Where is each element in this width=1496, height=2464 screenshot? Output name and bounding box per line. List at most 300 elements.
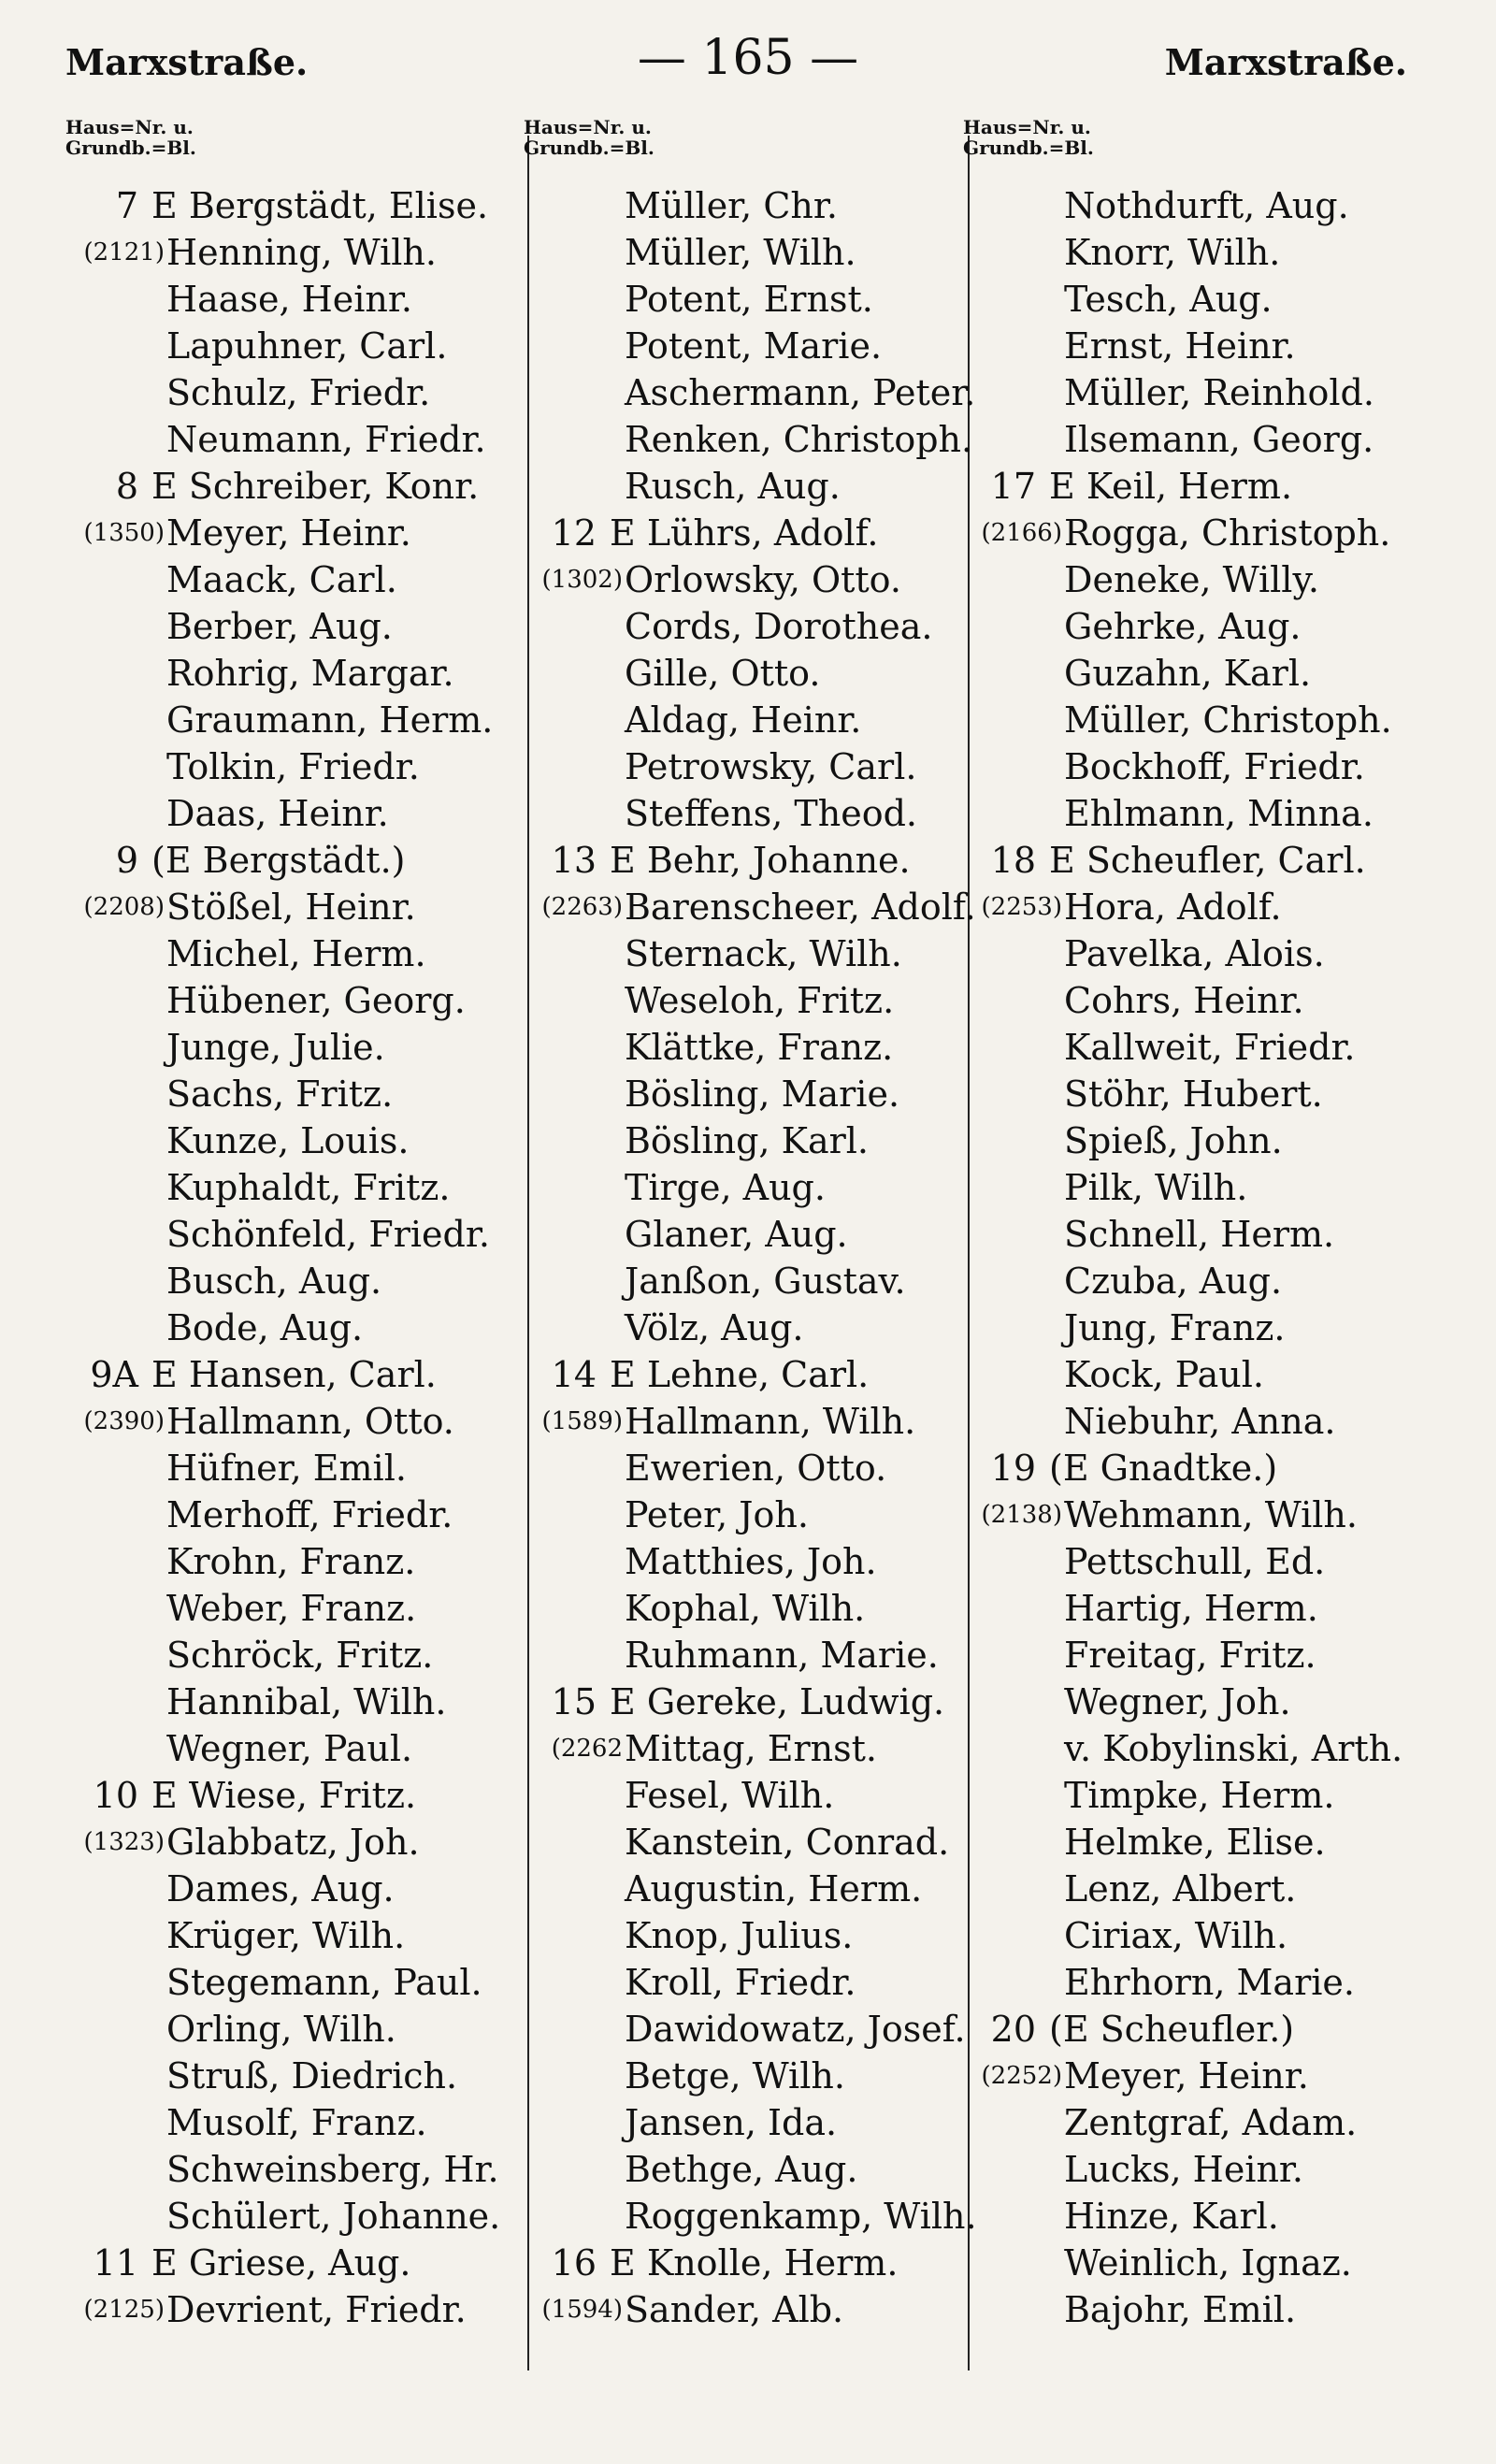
resident-name: Guzahn, Karl. bbox=[1064, 653, 1312, 694]
directory-entry bbox=[963, 1117, 1431, 1164]
resident-name: Sander, Alb. bbox=[625, 2289, 844, 2330]
column-header: Haus=Nr. u. Grundb.=Bl. bbox=[65, 116, 196, 159]
resident-name: Kallweit, Friedr. bbox=[1064, 1027, 1356, 1068]
directory-entry bbox=[65, 1258, 519, 1304]
directory-entry bbox=[524, 182, 982, 229]
directory-entry bbox=[963, 650, 1431, 697]
house-number: 12 bbox=[551, 512, 597, 554]
resident-name: E Behr, Johanne. bbox=[610, 840, 911, 881]
resident-name: Gehrke, Aug. bbox=[1064, 606, 1302, 647]
resident-name: Petrowsky, Carl. bbox=[625, 746, 917, 787]
running-head-right: Marxstraße. bbox=[1164, 41, 1407, 83]
resident-name: Müller, Wilh. bbox=[625, 232, 856, 273]
resident-name: Bösling, Marie. bbox=[625, 1073, 900, 1115]
resident-name: Neumann, Friedr. bbox=[166, 419, 486, 460]
resident-name: Weinlich, Ignaz. bbox=[1064, 2242, 1352, 2284]
resident-name: E Knolle, Herm. bbox=[610, 2242, 899, 2284]
directory-entry bbox=[524, 977, 982, 1024]
resident-name: Henning, Wilh. bbox=[166, 232, 437, 273]
directory-entry bbox=[963, 2006, 1431, 2053]
directory-entry bbox=[65, 229, 519, 276]
resident-name: Schönfeld, Friedr. bbox=[166, 1214, 490, 1255]
resident-name: Cohrs, Heinr. bbox=[1064, 980, 1304, 1021]
resident-name: Hinze, Karl. bbox=[1064, 2196, 1279, 2237]
directory-entry bbox=[65, 369, 519, 416]
directory-entry bbox=[963, 1351, 1431, 1398]
directory-entry bbox=[524, 1164, 982, 1211]
house-number: 11 bbox=[93, 2242, 138, 2284]
directory-entry bbox=[963, 1632, 1431, 1679]
resident-name: Musolf, Franz. bbox=[166, 2102, 427, 2143]
directory-entry bbox=[524, 930, 982, 977]
directory-entry bbox=[524, 1117, 982, 1164]
directory-entry bbox=[65, 416, 519, 463]
resident-name: Bethge, Aug. bbox=[625, 2149, 858, 2190]
directory-entry bbox=[524, 884, 982, 930]
directory-entry bbox=[963, 182, 1431, 229]
directory-entry bbox=[524, 1445, 982, 1491]
directory-entry bbox=[524, 369, 982, 416]
directory-entry bbox=[524, 276, 982, 323]
resident-name: Pettschull, Ed. bbox=[1064, 1541, 1326, 1582]
resident-name: Sachs, Fritz. bbox=[166, 1073, 394, 1115]
directory-entry bbox=[963, 1679, 1431, 1725]
resident-name: Ilsemann, Georg. bbox=[1064, 419, 1374, 460]
directory-entry bbox=[65, 2193, 519, 2240]
resident-name: Junge, Julie. bbox=[166, 1027, 385, 1068]
directory-entry bbox=[524, 1398, 982, 1445]
resident-name: Kuphaldt, Fritz. bbox=[166, 1167, 451, 1208]
resident-name: Freitag, Fritz. bbox=[1064, 1635, 1316, 1676]
land-register-number: (2390) bbox=[83, 1407, 165, 1435]
directory-entry bbox=[524, 650, 982, 697]
resident-name: Sternack, Wilh. bbox=[625, 933, 902, 974]
directory-entry bbox=[65, 1445, 519, 1491]
resident-name: Nothdurft, Aug. bbox=[1064, 185, 1349, 226]
column-header: Haus=Nr. u. Grundb.=Bl. bbox=[963, 116, 1094, 159]
directory-entry bbox=[65, 1538, 519, 1585]
resident-name: Meyer, Heinr. bbox=[166, 512, 411, 554]
house-number: 19 bbox=[990, 1448, 1036, 1489]
directory-entry bbox=[524, 2006, 982, 2053]
directory-entry bbox=[524, 1491, 982, 1538]
directory-entry bbox=[65, 2286, 519, 2333]
directory-entry bbox=[524, 1585, 982, 1632]
directory-entry bbox=[963, 1445, 1431, 1491]
directory-entry bbox=[65, 837, 519, 884]
directory-entry bbox=[524, 2146, 982, 2193]
land-register-number: (2252) bbox=[981, 2062, 1062, 2090]
directory-entry bbox=[65, 697, 519, 743]
resident-name: Kock, Paul. bbox=[1064, 1354, 1264, 1395]
resident-name: E Scheufler, Carl. bbox=[1049, 840, 1366, 881]
directory-entry bbox=[524, 1351, 982, 1398]
resident-name: Ehrhorn, Marie. bbox=[1064, 1962, 1355, 2003]
resident-name: Wegner, Paul. bbox=[166, 1728, 413, 1769]
resident-name: Müller, Chr. bbox=[625, 185, 838, 226]
resident-name: Lucks, Heinr. bbox=[1064, 2149, 1303, 2190]
land-register-number: (2263) bbox=[541, 893, 623, 921]
directory-entry bbox=[524, 1959, 982, 2006]
directory-entry bbox=[65, 1304, 519, 1351]
directory-entry bbox=[65, 276, 519, 323]
resident-name: Wegner, Joh. bbox=[1064, 1681, 1291, 1722]
resident-name: Rusch, Aug. bbox=[625, 466, 841, 507]
directory-entry bbox=[65, 510, 519, 556]
resident-name: Betge, Wilh. bbox=[625, 2055, 845, 2097]
resident-name: Kroll, Friedr. bbox=[625, 1962, 856, 2003]
resident-name: Schülert, Johanne. bbox=[166, 2196, 501, 2237]
resident-name: Müller, Reinhold. bbox=[1064, 372, 1374, 413]
resident-name: Dawidowatz, Josef. bbox=[625, 2009, 966, 2050]
resident-name: Orling, Wilh. bbox=[166, 2009, 396, 2050]
resident-name: E Wiese, Fritz. bbox=[151, 1775, 417, 1816]
house-number: 20 bbox=[990, 2009, 1036, 2050]
resident-name: Ehlmann, Minna. bbox=[1064, 793, 1374, 834]
resident-name: Spieß, John. bbox=[1064, 1120, 1283, 1161]
resident-name: Tirge, Aug. bbox=[625, 1167, 826, 1208]
directory-entry bbox=[963, 930, 1431, 977]
resident-name: Hüfner, Emil. bbox=[166, 1448, 407, 1489]
directory-entry bbox=[524, 1304, 982, 1351]
resident-name: Aldag, Heinr. bbox=[625, 699, 862, 741]
directory-entry bbox=[65, 650, 519, 697]
resident-name: Ernst, Heinr. bbox=[1064, 325, 1296, 367]
land-register-number: (1589) bbox=[541, 1407, 623, 1435]
resident-name: Ewerien, Otto. bbox=[625, 1448, 887, 1489]
directory-entry bbox=[524, 556, 982, 603]
directory-entry bbox=[65, 1632, 519, 1679]
directory-entry bbox=[524, 1632, 982, 1679]
resident-name: Hora, Adolf. bbox=[1064, 886, 1282, 928]
directory-entry bbox=[65, 603, 519, 650]
directory-entry bbox=[524, 2053, 982, 2099]
resident-name: Meyer, Heinr. bbox=[1064, 2055, 1309, 2097]
directory-entry bbox=[963, 2240, 1431, 2286]
directory-entry bbox=[524, 229, 982, 276]
land-register-number: (1350) bbox=[83, 519, 165, 547]
directory-entry bbox=[65, 463, 519, 510]
directory-entry bbox=[963, 463, 1431, 510]
resident-name: Bockhoff, Friedr. bbox=[1064, 746, 1365, 787]
resident-name: (E Scheufler.) bbox=[1049, 2009, 1295, 2050]
directory-entry bbox=[963, 1304, 1431, 1351]
directory-entry bbox=[65, 1725, 519, 1772]
resident-name: Lenz, Albert. bbox=[1064, 1868, 1297, 1909]
resident-name: Knop, Julius. bbox=[625, 1915, 854, 1956]
resident-name: Krohn, Franz. bbox=[166, 1541, 416, 1582]
column-3 bbox=[963, 117, 1431, 2333]
resident-name: Völz, Aug. bbox=[625, 1307, 804, 1348]
column-2 bbox=[524, 117, 982, 2333]
directory-entry bbox=[65, 1959, 519, 2006]
directory-entry bbox=[963, 369, 1431, 416]
directory-entry bbox=[963, 1819, 1431, 1866]
directory-entry bbox=[524, 1912, 982, 1959]
resident-name: E Griese, Aug. bbox=[151, 2242, 411, 2284]
resident-name: Barenscheer, Adolf. bbox=[625, 886, 976, 928]
resident-name: Hallmann, Wilh. bbox=[625, 1401, 916, 1442]
directory-entry bbox=[65, 1772, 519, 1819]
directory-entry bbox=[963, 416, 1431, 463]
directory-entry bbox=[65, 1211, 519, 1258]
directory-entry bbox=[65, 1117, 519, 1164]
resident-name: Glabbatz, Joh. bbox=[166, 1822, 420, 1863]
directory-entry bbox=[524, 743, 982, 790]
land-register-number: (2166) bbox=[981, 519, 1062, 547]
land-register-number: (1594) bbox=[541, 2296, 623, 2324]
directory-entry bbox=[963, 1538, 1431, 1585]
directory-entry bbox=[524, 1538, 982, 1585]
house-number: 10 bbox=[93, 1775, 138, 1816]
resident-name: Helmke, Elise. bbox=[1064, 1822, 1326, 1863]
directory-entry bbox=[524, 1772, 982, 1819]
directory-entry bbox=[963, 1585, 1431, 1632]
resident-name: Kunze, Louis. bbox=[166, 1120, 410, 1161]
resident-name: Zentgraf, Adam. bbox=[1064, 2102, 1358, 2143]
resident-name: Haase, Heinr. bbox=[166, 279, 412, 320]
resident-name: Weber, Franz. bbox=[166, 1588, 417, 1629]
land-register-number: (1302) bbox=[541, 566, 623, 594]
directory-entry bbox=[963, 1772, 1431, 1819]
resident-name: Potent, Marie. bbox=[625, 325, 883, 367]
resident-name: Matthies, Joh. bbox=[625, 1541, 877, 1582]
column-1 bbox=[65, 117, 519, 2333]
directory-entry bbox=[524, 1258, 982, 1304]
resident-name: Dames, Aug. bbox=[166, 1868, 395, 1909]
resident-name: v. Kobylinski, Arth. bbox=[1064, 1728, 1403, 1769]
resident-name: Ruhmann, Marie. bbox=[625, 1635, 939, 1676]
directory-entry bbox=[65, 1866, 519, 1912]
resident-name: E Lehne, Carl. bbox=[610, 1354, 870, 1395]
resident-name: Hannibal, Wilh. bbox=[166, 1681, 447, 1722]
resident-name: Schulz, Friedr. bbox=[166, 372, 431, 413]
resident-name: Pilk, Wilh. bbox=[1064, 1167, 1248, 1208]
resident-name: Tolkin, Friedr. bbox=[166, 746, 420, 787]
house-number: 13 bbox=[551, 840, 597, 881]
resident-name: E Lührs, Adolf. bbox=[610, 512, 879, 554]
land-register-number: (2138) bbox=[981, 1501, 1062, 1529]
resident-name: Gille, Otto. bbox=[625, 653, 821, 694]
resident-name: Mittag, Ernst. bbox=[625, 1728, 877, 1769]
directory-entry bbox=[963, 2053, 1431, 2099]
resident-name: Schweinsberg, Hr. bbox=[166, 2149, 499, 2190]
resident-name: Schröck, Fritz. bbox=[166, 1635, 434, 1676]
directory-entry bbox=[963, 837, 1431, 884]
resident-name: Orlowsky, Otto. bbox=[625, 559, 901, 600]
resident-name: Krüger, Wilh. bbox=[166, 1915, 406, 1956]
directory-entry bbox=[65, 930, 519, 977]
directory-entry bbox=[524, 837, 982, 884]
directory-entry bbox=[963, 2286, 1431, 2333]
directory-entry bbox=[65, 2240, 519, 2286]
resident-name: Müller, Christoph. bbox=[1064, 699, 1392, 741]
directory-entry bbox=[65, 1679, 519, 1725]
directory-entry bbox=[65, 790, 519, 837]
directory-entry bbox=[65, 2053, 519, 2099]
directory-entry bbox=[65, 884, 519, 930]
directory-entry bbox=[524, 416, 982, 463]
directory-entry bbox=[963, 2146, 1431, 2193]
resident-name: Michel, Herm. bbox=[166, 933, 426, 974]
directory-entry bbox=[65, 1024, 519, 1071]
resident-name: Busch, Aug. bbox=[166, 1261, 382, 1302]
resident-name: Timpke, Herm. bbox=[1064, 1775, 1335, 1816]
directory-entry bbox=[963, 790, 1431, 837]
directory-entry bbox=[65, 556, 519, 603]
directory-entry bbox=[963, 510, 1431, 556]
resident-name: Bode, Aug. bbox=[166, 1307, 364, 1348]
house-number: 14 bbox=[551, 1354, 597, 1395]
resident-name: E Schreiber, Konr. bbox=[151, 466, 480, 507]
resident-name: Pavelka, Alois. bbox=[1064, 933, 1325, 974]
directory-entry bbox=[963, 2193, 1431, 2240]
directory-entry bbox=[65, 2006, 519, 2053]
land-register-number: (2253) bbox=[981, 893, 1062, 921]
directory-entry bbox=[963, 1725, 1431, 1772]
directory-entry bbox=[524, 2193, 982, 2240]
directory-entry bbox=[65, 977, 519, 1024]
directory-entry bbox=[963, 1398, 1431, 1445]
directory-entry bbox=[65, 743, 519, 790]
resident-name: Augustin, Herm. bbox=[625, 1868, 923, 1909]
resident-name: Renken, Christoph. bbox=[625, 419, 973, 460]
resident-name: Klättke, Franz. bbox=[625, 1027, 894, 1068]
directory-entry bbox=[963, 1024, 1431, 1071]
directory-entry bbox=[524, 2099, 982, 2146]
house-number: 18 bbox=[990, 840, 1036, 881]
directory-entry bbox=[963, 1071, 1431, 1117]
land-register-number: (1323) bbox=[83, 1828, 165, 1856]
directory-entry bbox=[963, 1258, 1431, 1304]
house-number: 9 bbox=[115, 840, 138, 881]
directory-entry bbox=[963, 276, 1431, 323]
directory-entry bbox=[524, 1866, 982, 1912]
resident-name: Czuba, Aug. bbox=[1064, 1261, 1283, 1302]
directory-entry bbox=[963, 977, 1431, 1024]
resident-name: (E Bergstädt.) bbox=[151, 840, 406, 881]
resident-name: Lapuhner, Carl. bbox=[166, 325, 448, 367]
directory-entry bbox=[524, 463, 982, 510]
directory-entry bbox=[65, 182, 519, 229]
resident-name: Stöhr, Hubert. bbox=[1064, 1073, 1323, 1115]
resident-name: Merhoff, Friedr. bbox=[166, 1494, 453, 1535]
land-register-number: (2125) bbox=[83, 2296, 165, 2324]
resident-name: Daas, Heinr. bbox=[166, 793, 389, 834]
directory-entry bbox=[65, 1351, 519, 1398]
resident-name: Knorr, Wilh. bbox=[1064, 232, 1281, 273]
directory-entry bbox=[963, 884, 1431, 930]
directory-entry bbox=[65, 2099, 519, 2146]
resident-name: Roggenkamp, Wilh. bbox=[625, 2196, 977, 2237]
house-number: 7 bbox=[115, 185, 138, 226]
directory-entry bbox=[963, 1491, 1431, 1538]
directory-entry bbox=[524, 603, 982, 650]
resident-name: E Gereke, Ludwig. bbox=[610, 1681, 945, 1722]
resident-name: Janßon, Gustav. bbox=[625, 1261, 906, 1302]
directory-entry bbox=[524, 1679, 982, 1725]
directory-entry bbox=[524, 2240, 982, 2286]
resident-name: Deneke, Willy. bbox=[1064, 559, 1319, 600]
directory-entry bbox=[65, 1819, 519, 1866]
resident-name: Devrient, Friedr. bbox=[166, 2289, 467, 2330]
resident-name: Potent, Ernst. bbox=[625, 279, 873, 320]
directory-entry bbox=[963, 603, 1431, 650]
land-register-number: (2121) bbox=[83, 238, 165, 267]
directory-entry bbox=[963, 2099, 1431, 2146]
column-header: Haus=Nr. u. Grundb.=Bl. bbox=[524, 116, 654, 159]
resident-name: Aschermann, Peter. bbox=[625, 372, 976, 413]
resident-name: E Bergstädt, Elise. bbox=[151, 185, 489, 226]
resident-name: Jansen, Ida. bbox=[625, 2102, 838, 2143]
resident-name: Cords, Dorothea. bbox=[625, 606, 933, 647]
resident-name: Bösling, Karl. bbox=[625, 1120, 870, 1161]
resident-name: Schnell, Herm. bbox=[1064, 1214, 1335, 1255]
page-number: — 165 — bbox=[637, 30, 859, 86]
directory-entry bbox=[963, 1959, 1431, 2006]
directory-entry bbox=[524, 697, 982, 743]
resident-name: Hartig, Herm. bbox=[1064, 1588, 1318, 1629]
directory-entry bbox=[65, 1491, 519, 1538]
house-number: 15 bbox=[551, 1681, 597, 1722]
house-number: 17 bbox=[990, 466, 1036, 507]
house-number: 16 bbox=[551, 2242, 597, 2284]
resident-name: Glaner, Aug. bbox=[625, 1214, 848, 1255]
resident-name: Bajohr, Emil. bbox=[1064, 2289, 1297, 2330]
directory-entry bbox=[65, 1071, 519, 1117]
directory-entry bbox=[524, 1725, 982, 1772]
directory-entry bbox=[963, 323, 1431, 369]
directory-entry bbox=[963, 697, 1431, 743]
resident-name: (E Gnadtke.) bbox=[1049, 1448, 1278, 1489]
directory-entry bbox=[963, 1912, 1431, 1959]
directory-entry bbox=[65, 1398, 519, 1445]
directory-entry bbox=[963, 229, 1431, 276]
directory-entry bbox=[65, 1585, 519, 1632]
resident-name: Graumann, Herm. bbox=[166, 699, 494, 741]
resident-name: Weseloh, Fritz. bbox=[625, 980, 895, 1021]
land-register-number: (2208) bbox=[83, 893, 165, 921]
directory-entry bbox=[963, 1211, 1431, 1258]
resident-name: Stößel, Heinr. bbox=[166, 886, 416, 928]
resident-name: Hallmann, Otto. bbox=[166, 1401, 454, 1442]
directory-entry bbox=[65, 1912, 519, 1959]
resident-name: Peter, Joh. bbox=[625, 1494, 809, 1535]
directory-entry bbox=[524, 1071, 982, 1117]
resident-name: Niebuhr, Anna. bbox=[1064, 1401, 1336, 1442]
resident-name: E Keil, Herm. bbox=[1049, 466, 1293, 507]
house-number: 9A bbox=[90, 1354, 138, 1395]
directory-entry bbox=[65, 323, 519, 369]
directory-entry bbox=[524, 2286, 982, 2333]
directory-entry bbox=[524, 1819, 982, 1866]
directory-entry bbox=[65, 1164, 519, 1211]
resident-name: Kophal, Wilh. bbox=[625, 1588, 866, 1629]
resident-name: Berber, Aug. bbox=[166, 606, 393, 647]
resident-name: Kanstein, Conrad. bbox=[625, 1822, 950, 1863]
resident-name: Struß, Diedrich. bbox=[166, 2055, 458, 2097]
resident-name: Rogga, Christoph. bbox=[1064, 512, 1391, 554]
directory-entry bbox=[524, 1211, 982, 1258]
directory-entry bbox=[963, 1164, 1431, 1211]
resident-name: Tesch, Aug. bbox=[1064, 279, 1273, 320]
resident-name: Steffens, Theod. bbox=[625, 793, 917, 834]
house-number: 8 bbox=[115, 466, 138, 507]
resident-name: Jung, Franz. bbox=[1064, 1307, 1286, 1348]
resident-name: Rohrig, Margar. bbox=[166, 653, 454, 694]
directory-entry bbox=[963, 743, 1431, 790]
resident-name: Ciriax, Wilh. bbox=[1064, 1915, 1288, 1956]
